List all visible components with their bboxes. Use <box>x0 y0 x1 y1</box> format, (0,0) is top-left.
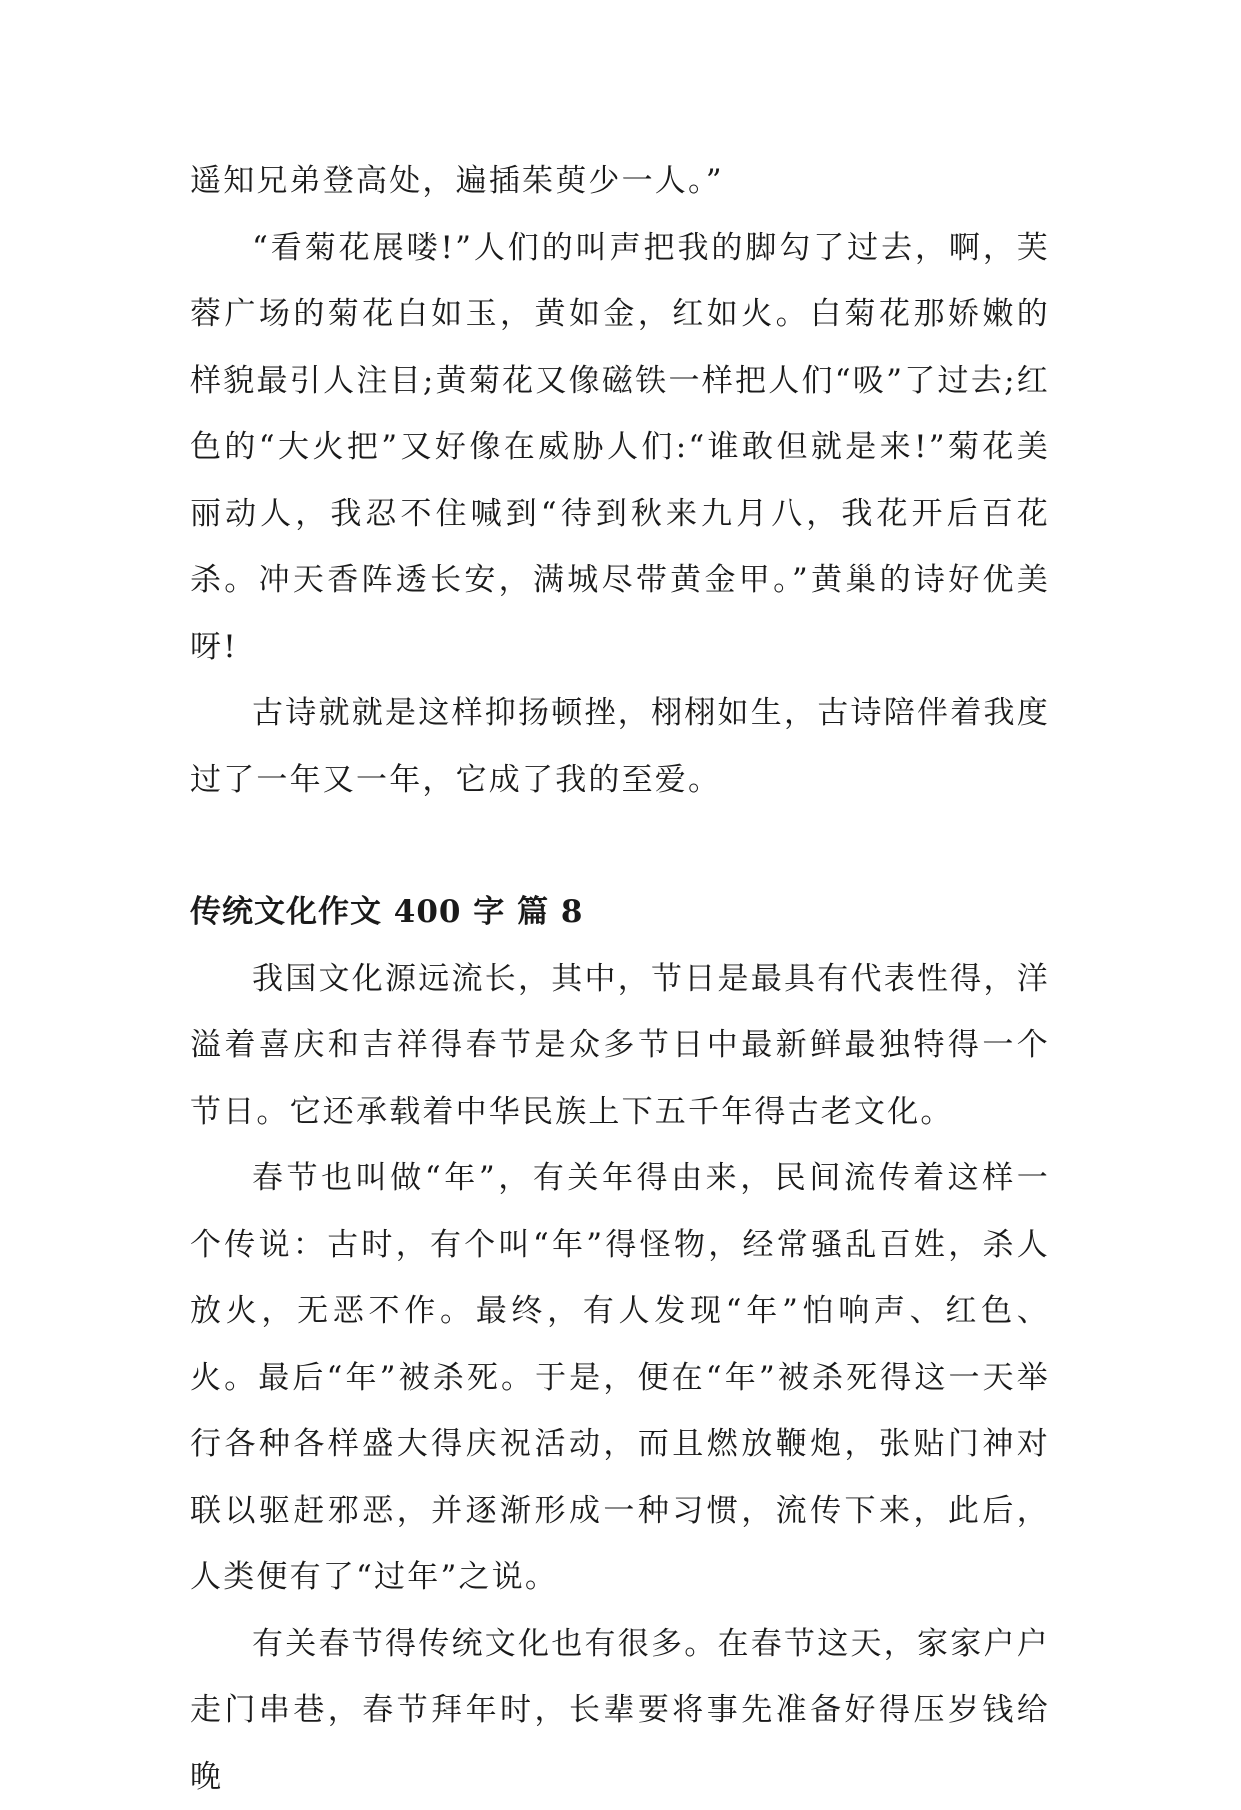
paragraph-culture-intro: 我国文化源远流长，其中，节日是最具有代表性得，洋溢着喜庆和吉祥得春节是众多节日中最新鲜最独特得一个节日。它还承载着中华民族上下五千年得古老文化。 <box>190 946 1050 1146</box>
paragraph-poetry-love: 古诗就就是这样抑扬顿挫，栩栩如生，古诗陪伴着我度过了一年又一年，它成了我的至爱。 <box>190 680 1050 813</box>
section-heading: 传统文化作文 400 字 篇 8 <box>190 879 1050 946</box>
paragraph-poem-ending: 遥知兄弟登高处，遍插茱萸少一人。” <box>190 148 1050 215</box>
paragraph-chrysanthemum-show: “看菊花展喽!”人们的叫声把我的脚勾了过去，啊，芙蓉广场的菊花白如玉，黄如金，红如火。白菊花那娇嫩的样貌最引人注目;黄菊花又像磁铁一样把人们“吸”了过去;红色的“大火把”又好像在威胁人们:“谁敢但就是来!”菊花美丽动人，我忍不住喊到“待到秋来九月八，我花开后百花杀。冲天香阵透长安，满城尽带黄金甲。”黄巢的诗好优美呀! <box>190 215 1050 681</box>
paragraph-nian-legend: 春节也叫做“年”，有关年得由来，民间流传着这样一个传说：古时，有个叫“年”得怪物，经常骚乱百姓，杀人放火，无恶不作。最终，有人发现“年”怕响声、红色、火。最后“年”被杀死。于是，便在“年”被杀死得这一天举行各种各样盛大得庆祝活动，而且燃放鞭炮，张贴门神对联以驱赶邪恶，并逐渐形成一种习惯，流传下来，此后，人类便有了“过年”之说。 <box>190 1145 1050 1611</box>
document-page <box>190 148 1050 1810</box>
paragraph-spring-customs: 有关春节得传统文化也有很多。在春节这天，家家户户走门串巷，春节拜年时，长辈要将事先准备好得压岁钱给晚 <box>190 1611 1050 1810</box>
